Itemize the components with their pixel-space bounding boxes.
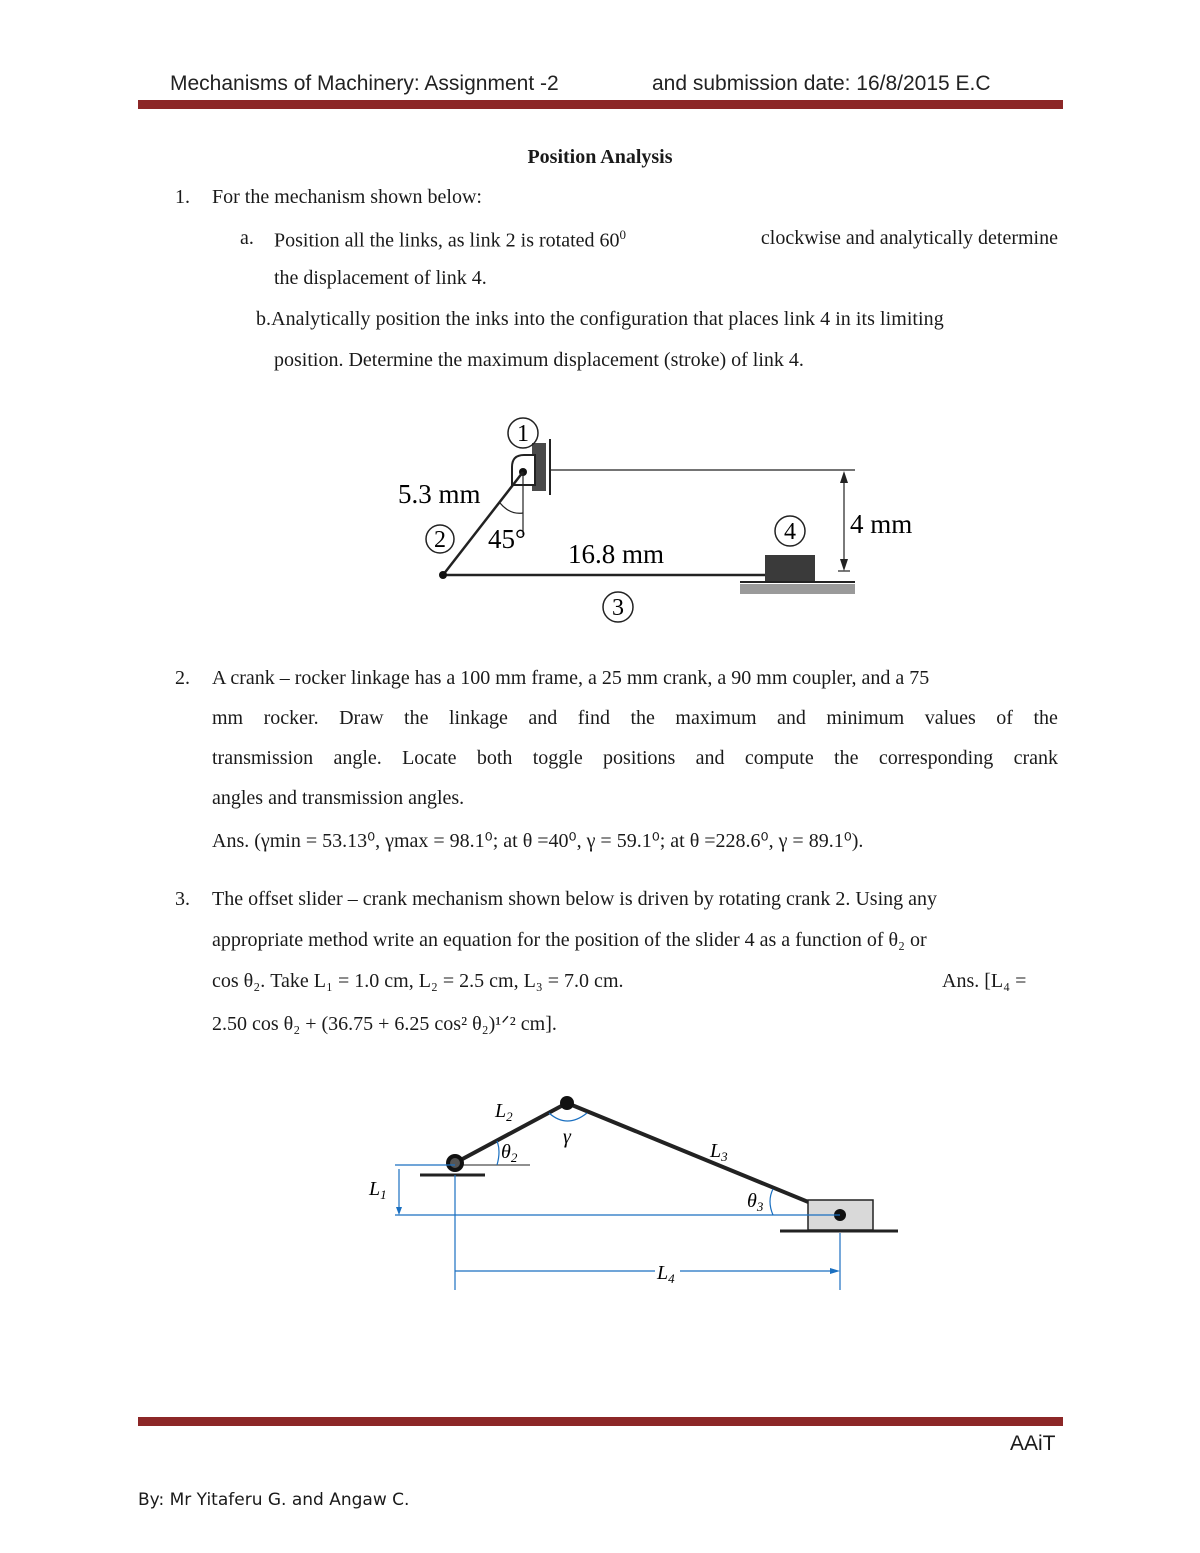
theta2-arc [497, 1141, 499, 1165]
justified-word: and [777, 707, 806, 729]
slider-block-4 [765, 555, 815, 581]
header-submission-date: and submission date: 16/8/2015 E.C [652, 72, 991, 95]
justified-word: values [924, 707, 976, 729]
justified-word: linkage [448, 707, 508, 729]
justified-word: minimum [826, 707, 905, 729]
footer-institution: AAiT [1010, 1432, 1056, 1455]
q3-line2: appropriate method write an equation for the position of the slider 4 as a function of θ₂ or [212, 929, 927, 951]
q1-number: 1. [175, 186, 190, 208]
crank-pin [560, 1096, 574, 1110]
q1a-label: a. [240, 227, 254, 249]
justified-word: maximum [675, 707, 757, 729]
q2-line3 [212, 747, 1058, 770]
justified-word: both [476, 747, 513, 769]
footer-authors: By: Mr Yitaferu G. and Angaw C. [138, 1490, 410, 1510]
justified-word: the [404, 707, 429, 729]
theta3-arc [770, 1189, 773, 1215]
crank-pin [439, 571, 447, 579]
q2-line2 [212, 707, 1058, 730]
header-title: Mechanisms of Machinery: Assignment -2 [170, 72, 559, 95]
q3-line3-left: cos θ₂. Take L₁ = 1.0 cm, L₂ = 2.5 cm, L₃ = 7.0 cm. [212, 970, 624, 992]
link1-label: 1 [517, 421, 529, 447]
justified-word: angle. [333, 747, 382, 769]
q1a-line1-end: clockwise and analytically determine [760, 227, 1058, 249]
coupler-length-label: 16.8 mm [568, 539, 665, 569]
offset-arrow-bottom [840, 559, 848, 571]
link4-label: 4 [784, 519, 796, 545]
footer-rule [138, 1417, 1063, 1426]
justified-word: compute [744, 747, 814, 769]
justified-word: transmission [212, 747, 314, 769]
q1a-line2: the displacement of link 4. [274, 267, 487, 289]
q2-line1: A crank – rocker linkage has a 100 mm frame, a 25 mm crank, a 90 mm coupler, and a 75 [212, 667, 930, 689]
justified-word: rocker. [263, 707, 319, 729]
q2-line4: angles and transmission angles. [212, 787, 465, 809]
theta3-label: $\theta_3$ [747, 1190, 764, 1214]
slider-ground-hatch [740, 584, 855, 594]
justified-word: and [528, 707, 558, 729]
header-rule [138, 100, 1063, 109]
L3-label: $L_3$ [710, 1140, 728, 1164]
justified-word: and [695, 747, 725, 769]
q3-line3-right: Ans. [L₄ = [942, 970, 1027, 992]
q2-number: 2. [175, 667, 190, 689]
q1-text: For the mechanism shown below: [212, 186, 482, 208]
q1a-line1-text: Position all the links, as link 2 is rotated $60^0$ [274, 227, 627, 252]
crank-pivot-ring [450, 1158, 460, 1168]
link2-label: 2 [434, 527, 446, 553]
offset-arrow-top [840, 471, 848, 483]
offset-label: 4 mm [850, 509, 913, 539]
q3-answer: 2.50 cos θ₂ + (36.75 + 6.25 cos² θ₂)¹ᐟ² cm]. [212, 1013, 557, 1035]
coupler-L3 [567, 1103, 840, 1215]
q1b-line2: position. Determine the maximum displacement (stroke) of link 4. [274, 349, 804, 371]
L4-label: $L_4$ [657, 1262, 675, 1286]
q3-number: 3. [175, 888, 190, 910]
q3-line1: The offset slider – crank mechanism shown below is driven by rotating crank 2. Using any [212, 888, 938, 910]
justified-word: crank [1013, 747, 1058, 769]
L1-arrow [396, 1207, 402, 1215]
justified-word: of [996, 707, 1013, 729]
q1a-line1 [274, 227, 1058, 253]
justified-word: corresponding [878, 747, 994, 769]
justified-word: Locate [402, 747, 457, 769]
link3-label: 3 [612, 595, 624, 621]
figure-2-slider-crank [355, 1085, 915, 1300]
figure-1-mechanism [360, 395, 913, 635]
justified-word: mm [212, 707, 244, 729]
crank-length-label: 5.3 mm [398, 479, 481, 509]
angle-arc [500, 503, 523, 513]
justified-word: find [577, 707, 610, 729]
justified-word: Draw [339, 707, 384, 729]
justified-word: positions [603, 747, 676, 769]
gamma-arc [549, 1113, 587, 1121]
justified-word: the [834, 747, 859, 769]
section-title: Position Analysis [527, 146, 673, 168]
theta2-label: $\theta_2$ [501, 1141, 518, 1165]
L2-label: $L_2$ [495, 1100, 513, 1124]
justified-word: toggle [532, 747, 583, 769]
gamma-label: γ [563, 1126, 571, 1148]
justified-word: the [1033, 707, 1058, 729]
L1-label: $L_1$ [369, 1178, 387, 1202]
angle-label: 45° [488, 524, 526, 554]
q2-answer: Ans. (γmin = 53.13⁰, γmax = 98.1⁰; at θ =40⁰, γ = 59.1⁰; at θ =228.6⁰, γ = 89.1⁰). [212, 830, 864, 852]
L4-arrow [830, 1268, 840, 1274]
justified-word: the [630, 707, 655, 729]
q1b-line1: b.Analytically position the inks into the configuration that places link 4 in its limiting [256, 308, 944, 330]
